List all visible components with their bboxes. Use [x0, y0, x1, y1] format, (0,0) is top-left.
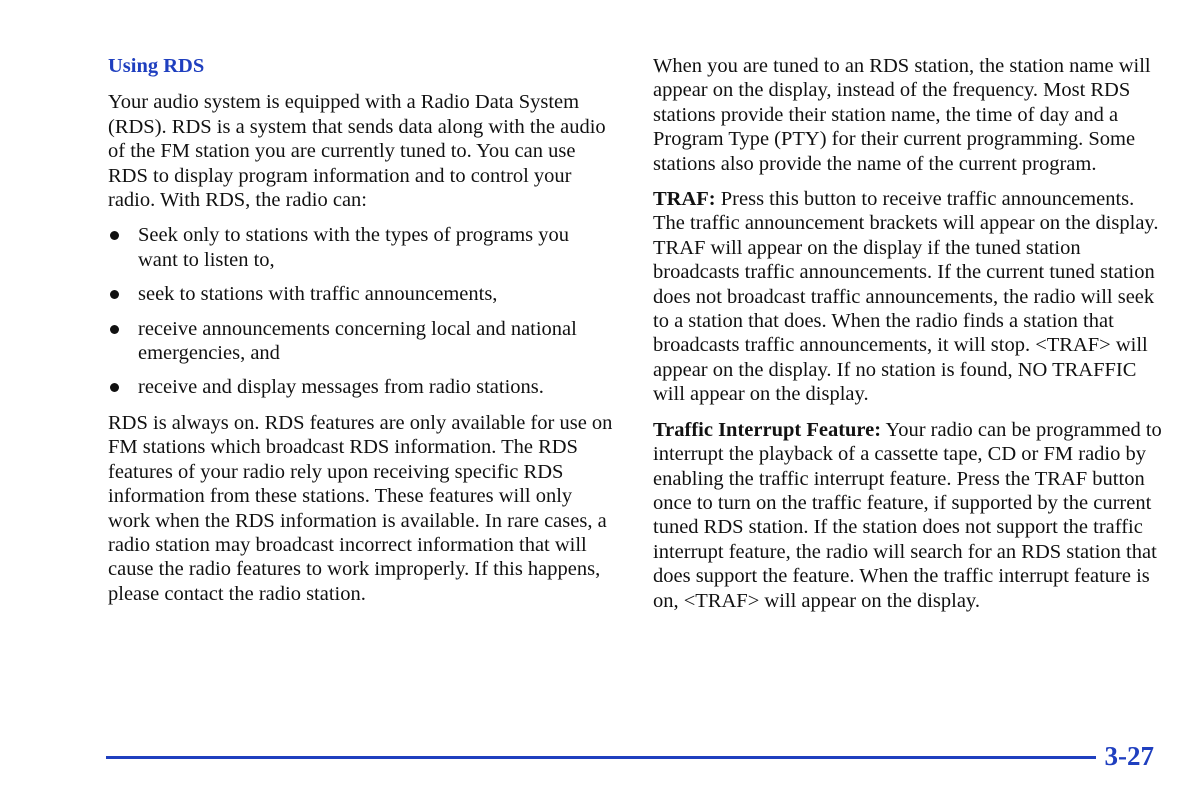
list-item-text: receive announcements concerning local and national emergencies, and	[138, 317, 577, 365]
list-item	[108, 375, 613, 399]
traffic-interrupt-paragraph	[653, 418, 1163, 613]
page-number: 3-27	[1104, 741, 1154, 771]
section-heading: Using RDS	[108, 55, 205, 77]
right-column	[653, 54, 1163, 624]
list-item	[108, 317, 613, 366]
bullet-icon	[110, 290, 119, 299]
traf-paragraph	[653, 187, 1163, 407]
bullet-icon	[110, 231, 119, 240]
availability-paragraph: RDS is always on. RDS features are only available for use on FM stations which broadcast RDS information. The RDS features of your radio rely upon receiving specific RDS information from these stations. These features will only work when the RDS information is available. In rare cases, a radio station may broadcast incorrect information that will cause the radio features to work improperly. If this happens, please contact the radio station.	[108, 411, 613, 605]
list-item-text: receive and display messages from radio stations.	[138, 376, 544, 399]
list-item-text: seek to stations with traffic announcements,	[138, 283, 498, 306]
list-item-text: Seek only to stations with the types of programs you want to listen to,	[138, 224, 570, 271]
traffic-interrupt-term: Traffic Interrupt Feature:	[653, 418, 882, 441]
traf-description: Press this button to receive traffic announcements. The traffic announcement brackets will appear on the display. TRAF will appear on the display if the tuned station broadcasts traffic announcements. If the current tuned station does not broadcast traffic announcements, the radio will seek to a station that does. When the radio finds a station that broadcasts traffic announcements, it will stop. <TRAF> will appear on the display. If no station is found, NO TRAFFIC will appear on the display.	[653, 188, 1159, 406]
rds-capabilities-list	[108, 223, 613, 399]
left-column	[108, 54, 613, 617]
list-item	[108, 223, 613, 272]
bullet-icon	[110, 383, 119, 392]
station-name-paragraph: When you are tuned to an RDS station, the station name will appear on the display, instead of the frequency. Most RDS stations provide their station name, the time of day and a Program Type (PTY) for their current programming. Some stations also provide the name of the current program.	[653, 55, 1151, 175]
intro-paragraph: Your audio system is equipped with a Radio Data System (RDS). RDS is a system that sends data along with the audio of the FM station you are currently tuned to. You can use RDS to display program information and to control your radio. With RDS, the radio can:	[108, 91, 606, 212]
traffic-interrupt-description: Your radio can be programmed to interrupt the playback of a cassette tape, CD or FM radio by enabling the traffic interrupt feature. Press the TRAF button once to turn on the traffic feature, if supported by the current tuned RDS station. If the station does not support the traffic interrupt feature, the radio will search for an RDS station that does support the feature. When the traffic interrupt feature is on, <TRAF> will appear on the display.	[653, 418, 1162, 612]
traf-term: TRAF:	[653, 188, 716, 211]
footer-rule	[106, 756, 1096, 759]
list-item	[108, 282, 613, 306]
bullet-icon	[110, 325, 119, 334]
